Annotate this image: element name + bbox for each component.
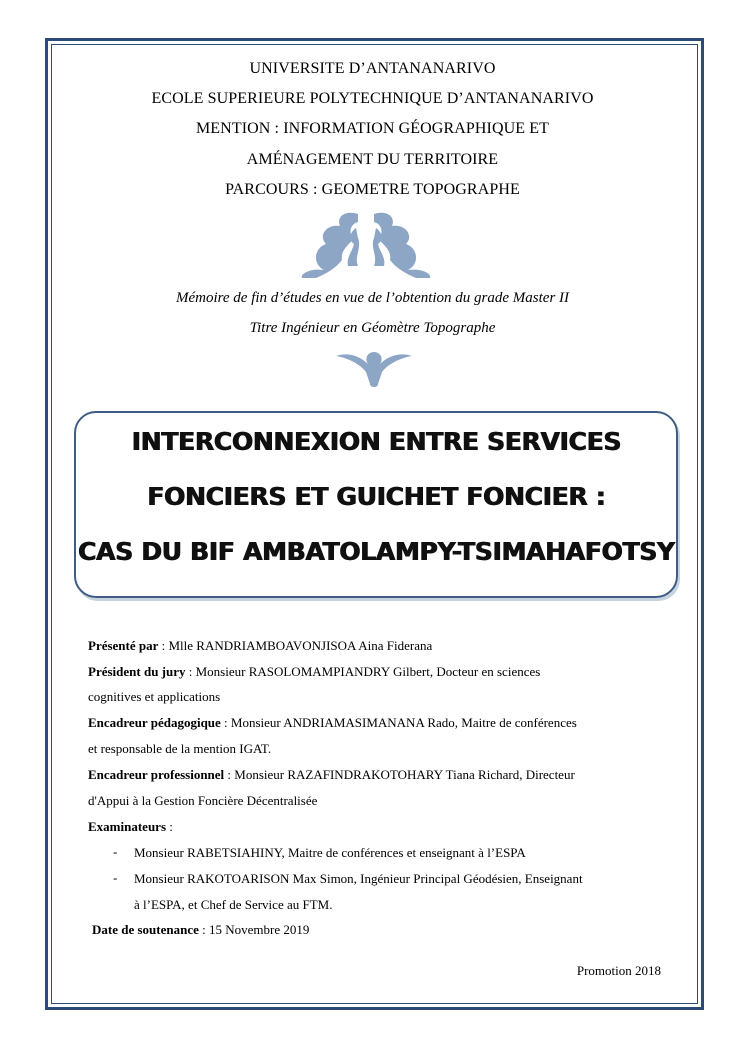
list-bullet: - [113,870,118,885]
university-name: UNIVERSITE D’ANTANANARIVO [249,60,496,77]
encadreur-pedagogique-cont: et responsable de la mention IGAT. [88,741,272,756]
jury-president-cont: cognitives et applications [88,689,221,704]
thesis-degree: Titre Ingénieur en Géomètre Topographe [249,320,496,336]
encadreur-pedagogique-label: Encadreur pédagogique [88,715,221,730]
encadreur-professionnel-cont: d'Appui à la Gestion Foncière Décentralisée [88,793,318,808]
promotion: Promotion 2018 [576,963,661,978]
parcours: PARCOURS : GEOMETRE TOPOGRAPHE [225,181,520,198]
encadreur-pedagogique-value: : Monsieur ANDRIAMASIMANANA Rado, Maitre de conférences [220,715,577,730]
mention-line1: MENTION : INFORMATION GÉOGRAPHIQUE ET [195,120,549,137]
list-bullet: - [113,844,118,859]
encadreur-pedagogique [88,714,668,731]
defense-date-value: : 15 Novembre 2019 [198,922,310,937]
defense-date-label: Date de soutenance [92,922,199,937]
school-name: ECOLE SUPERIEURE POLYTECHNIQUE D’ANTANANARIVO [151,90,594,107]
presented-by [88,637,668,654]
divider-ornament-icon [334,350,414,390]
title-line-2: FONCIERS ET GUICHET FONCIER : [146,482,606,511]
encadreur-professionnel-label: Encadreur professionnel [88,767,225,782]
examinateurs-suffix: : [166,819,173,834]
examiner-2-cont: à l’ESPA, et Chef de Service au FTM. [134,897,333,912]
jury-president-value: : Monsieur RASOLOMAMPIANDRY Gilbert, Docteur en sciences [185,664,541,679]
title-line-1: INTERCONNEXION ENTRE SERVICES [131,427,621,456]
presented-by-label: Présenté par [88,638,159,653]
encadreur-professionnel-value: : Monsieur RAZAFINDRAKOTOHARY Tiana Richard, Directeur [224,767,575,782]
jury-president-label: Président du jury [88,664,186,679]
title-line-3: CAS DU BIF AMBATOLAMPY-TSIMAHAFOTSY [77,537,675,566]
mention-line2: AMÉNAGEMENT DU TERRITOIRE [246,151,499,168]
examinateurs-label: Examinateurs [88,819,166,834]
defense-date [92,921,672,938]
examinateurs [88,818,668,835]
examiner-2: Monsieur RAKOTOARISON Max Simon, Ingénieur Principal Géodésien, Enseignant [134,871,583,886]
examiner-1: Monsieur RABETSIAHINY, Maitre de conférences et enseignant à l’ESPA [134,845,526,860]
presented-by-value: : Mlle RANDRIAMBOAVONJISOA Aina Fiderana [158,638,433,653]
encadreur-professionnel [88,766,668,783]
jury-president [88,663,668,680]
thesis-purpose: Mémoire de fin d’études en vue de l’obtention du grade Master II [175,290,570,306]
floral-ornament-icon [296,208,436,280]
